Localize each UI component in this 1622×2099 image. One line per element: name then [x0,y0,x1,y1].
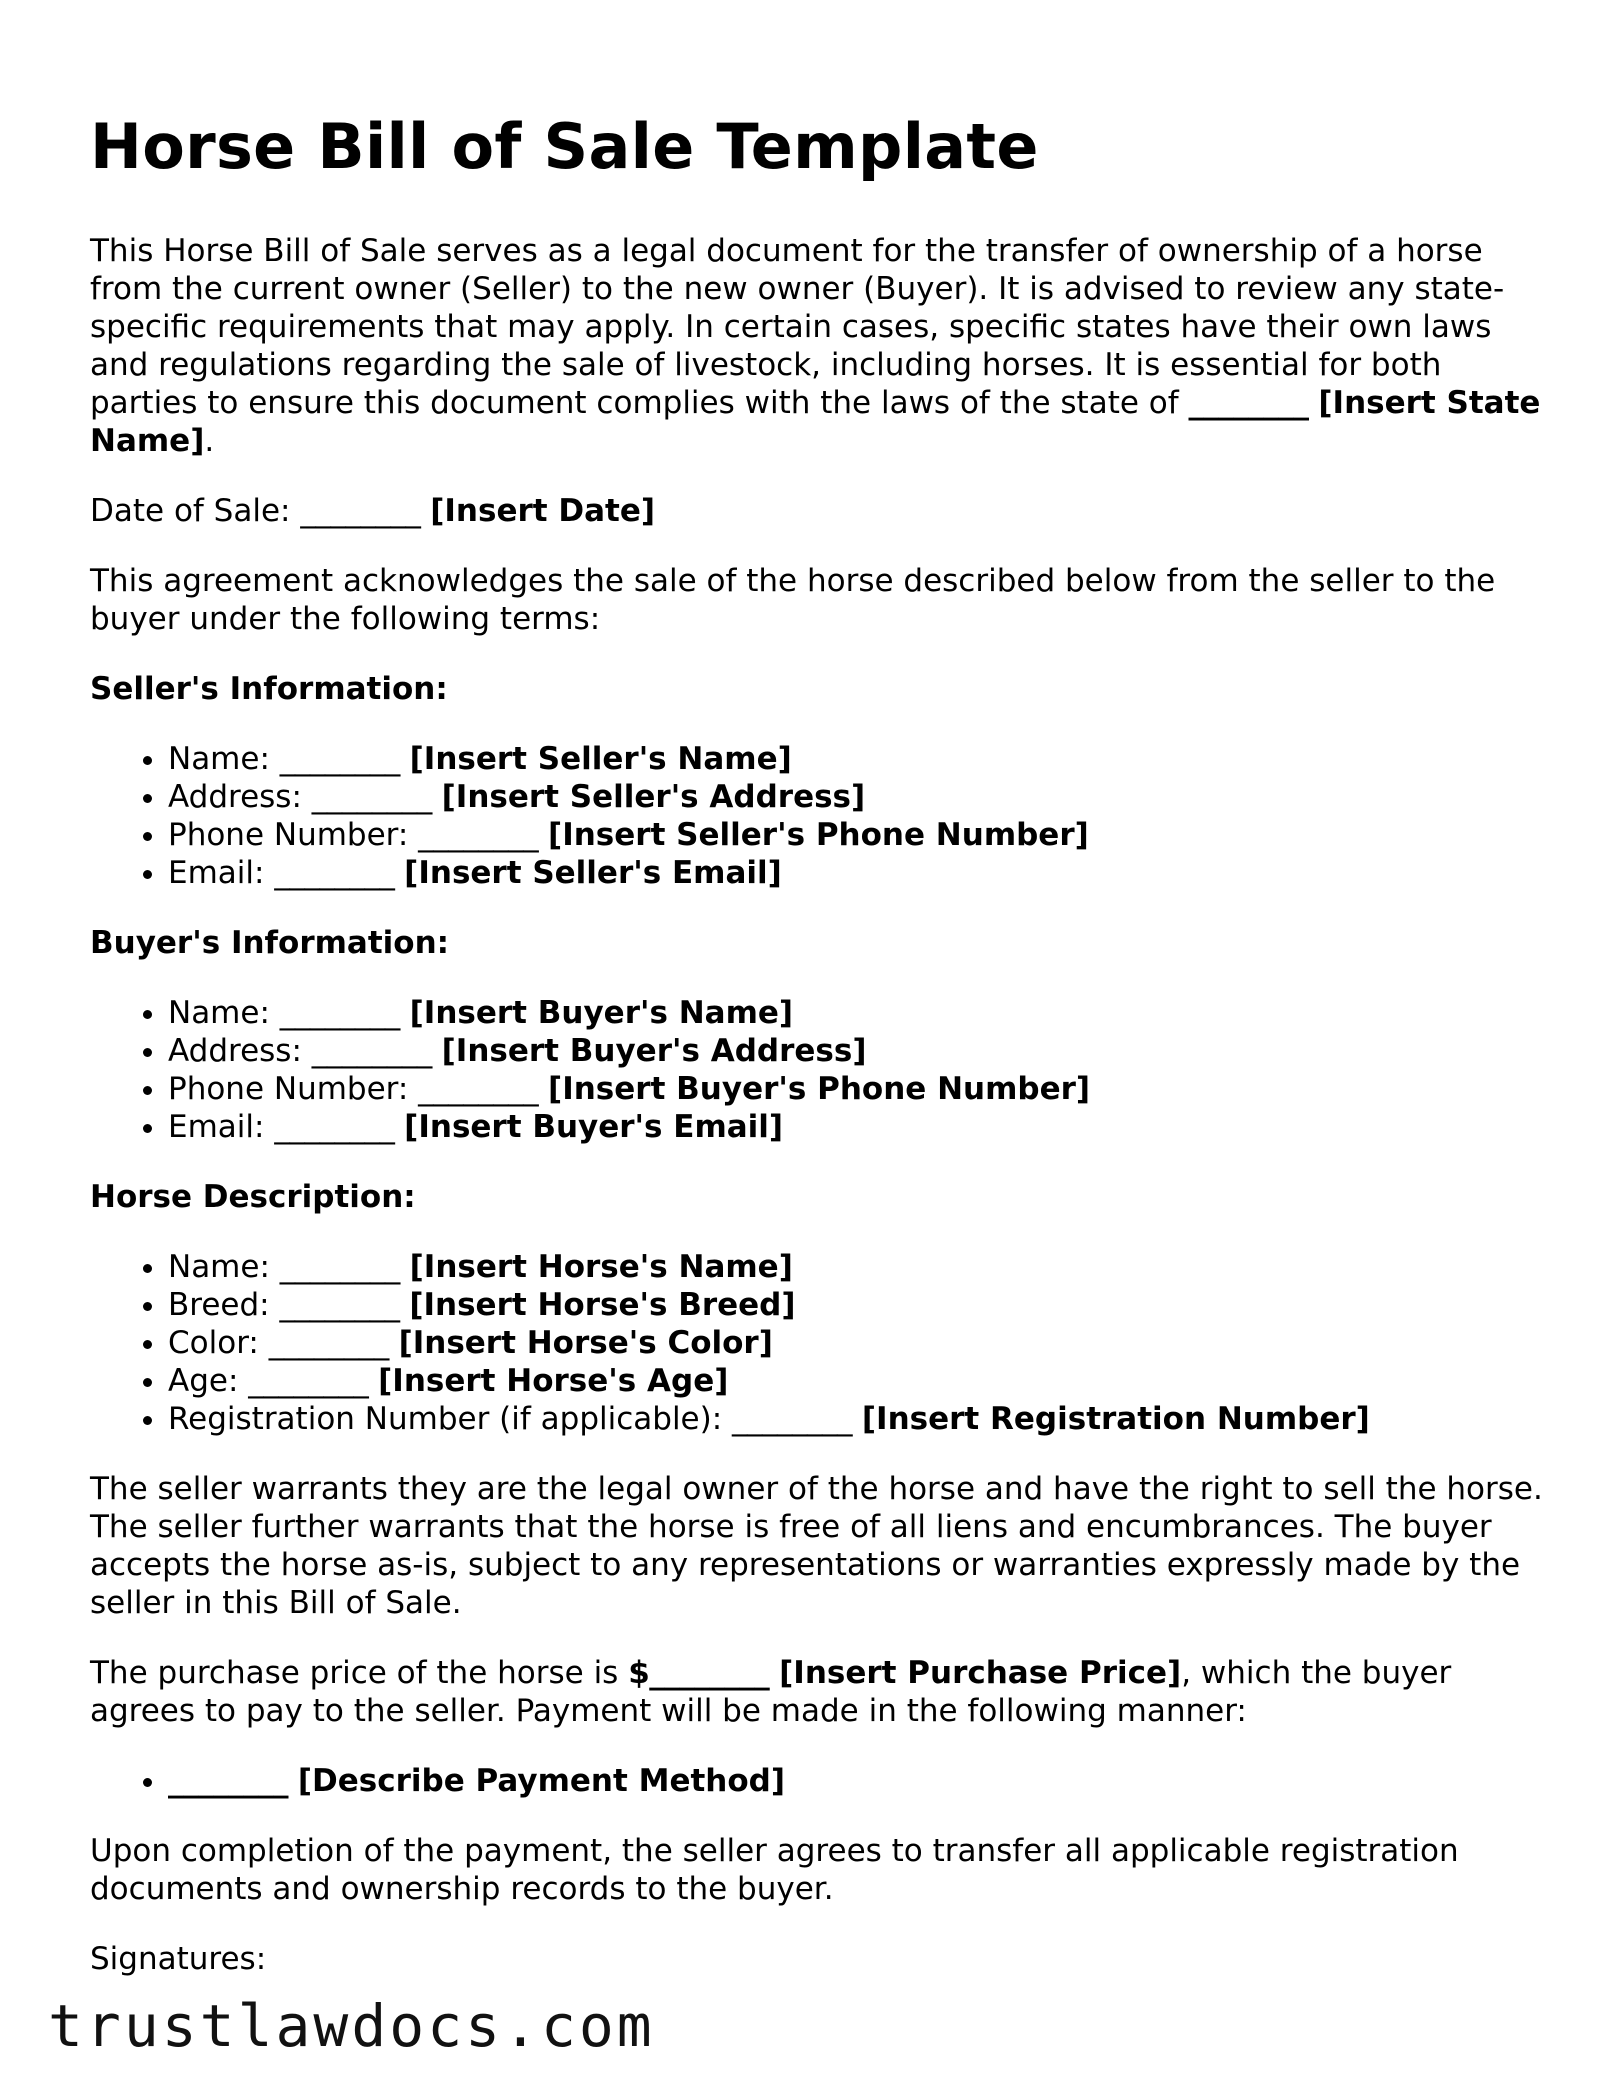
transfer-paragraph: Upon completion of the payment, the seller agrees to transfer all applicable registration documents and ownership records to the buyer. [90,1833,1459,1907]
state-placeholder: [Insert State Name] [90,385,1541,459]
signatures-label: Signatures: [90,1941,267,1977]
field-blank: ________ [311,779,432,815]
field-label: Breed: [168,1287,270,1323]
seller-heading: Seller's Information: [90,671,448,707]
date-placeholder: [Insert Date] [430,493,656,529]
field-placeholder: [Insert Buyer's Address] [441,1033,867,1069]
horse-list [90,1248,1550,1438]
seller-list [90,740,1550,892]
field-label: Phone Number: [168,817,409,853]
field-placeholder: [Insert Horse's Breed] [409,1287,796,1323]
field-label: Age: [168,1363,239,1399]
buyer-list [90,994,1550,1146]
field-placeholder: [Insert Horse's Color] [398,1325,773,1361]
field-label: Name: [168,741,270,777]
payment-list [90,1762,1550,1800]
field-blank: ________ [279,741,400,777]
list-item [168,854,1550,892]
list-item [168,1362,1550,1400]
field-placeholder: [Insert Horse's Name] [409,1249,793,1285]
payment-placeholder: [Describe Payment Method] [297,1763,786,1799]
field-blank: ________ [732,1401,853,1437]
list-item [168,1070,1550,1108]
field-blank: ________ [418,1071,539,1107]
list-item [168,994,1550,1032]
agreement-paragraph: This agreement acknowledges the sale of the horse described below from the seller to the buyer under the following terms: [90,563,1496,637]
field-placeholder: [Insert Buyer's Email] [404,1109,784,1145]
list-item [168,1108,1550,1146]
list-item [168,816,1550,854]
watermark-text: trustlawdocs.com [48,1992,655,2060]
field-blank: ________ [274,1109,395,1145]
warranty-paragraph: The seller warrants they are the legal owner of the horse and have the right to sell the horse. The seller further warrants that the horse is free of all liens and encumbrances. The buyer accepts the horse as-is, subject to any representations or warranties expressly made by the seller in this Bill of Sale. [90,1471,1543,1621]
field-blank: ________ [279,1287,400,1323]
field-placeholder: [Insert Registration Number] [861,1401,1370,1437]
payment-blank: ________ [168,1763,288,1799]
field-placeholder: [Insert Seller's Email] [404,855,782,891]
field-label: Color: [168,1325,259,1361]
list-item [168,1324,1550,1362]
buyer-heading: Buyer's Information: [90,925,450,961]
horse-heading: Horse Description: [90,1179,416,1215]
field-blank: ________ [279,995,400,1031]
date-blank: ________ [300,493,421,529]
state-blank: ________ [1188,385,1309,421]
price-pre: The purchase price of the horse is [90,1655,619,1691]
price-amount: $________ [628,1655,770,1691]
field-blank: ________ [311,1033,432,1069]
field-label: Email: [168,1109,265,1145]
field-blank: ________ [268,1325,389,1361]
list-item [168,1762,1550,1800]
field-label: Address: [168,779,302,815]
document-body [90,232,1550,2010]
list-item [168,778,1550,816]
field-placeholder: [Insert Seller's Name] [409,741,792,777]
intro-text: This Horse Bill of Sale serves as a legal document for the transfer of ownership of a horse from the current owner (Seller) to the new owner (Buyer). It is advised to review any state-specific requirements that may apply. In certain cases, specific states have their own laws and regulations regarding the sale of livestock, including horses. It is essential for both parties to ensure this document complies with the laws of the state of [90,233,1505,421]
field-placeholder: [Insert Buyer's Name] [409,995,794,1031]
list-item [168,1400,1550,1438]
price-paragraph [90,1654,1550,1730]
field-blank: ________ [248,1363,369,1399]
list-item [168,740,1550,778]
field-blank: ________ [279,1249,400,1285]
field-placeholder: [Insert Horse's Age] [378,1363,729,1399]
intro-end: . [204,423,215,459]
date-label: Date of Sale: [90,493,291,529]
price-placeholder: [Insert Purchase Price] [779,1655,1182,1691]
list-item [168,1286,1550,1324]
price-post: , which the buyer agrees to pay to the seller. Payment will be made in the following manner: [90,1655,1452,1729]
field-label: Address: [168,1033,302,1069]
field-label: Name: [168,995,270,1031]
list-item [168,1032,1550,1070]
field-blank: ________ [418,817,539,853]
intro-paragraph [90,232,1550,460]
document-title: Horse Bill of Sale Template [90,110,1039,183]
field-label: Registration Number (if applicable): [168,1401,723,1437]
field-blank: ________ [274,855,395,891]
field-label: Name: [168,1249,270,1285]
date-of-sale [90,492,1550,530]
field-placeholder: [Insert Seller's Phone Number] [548,817,1089,853]
field-label: Phone Number: [168,1071,409,1107]
field-placeholder: [Insert Buyer's Phone Number] [548,1071,1091,1107]
list-item [168,1248,1550,1286]
field-label: Email: [168,855,265,891]
field-placeholder: [Insert Seller's Address] [441,779,866,815]
